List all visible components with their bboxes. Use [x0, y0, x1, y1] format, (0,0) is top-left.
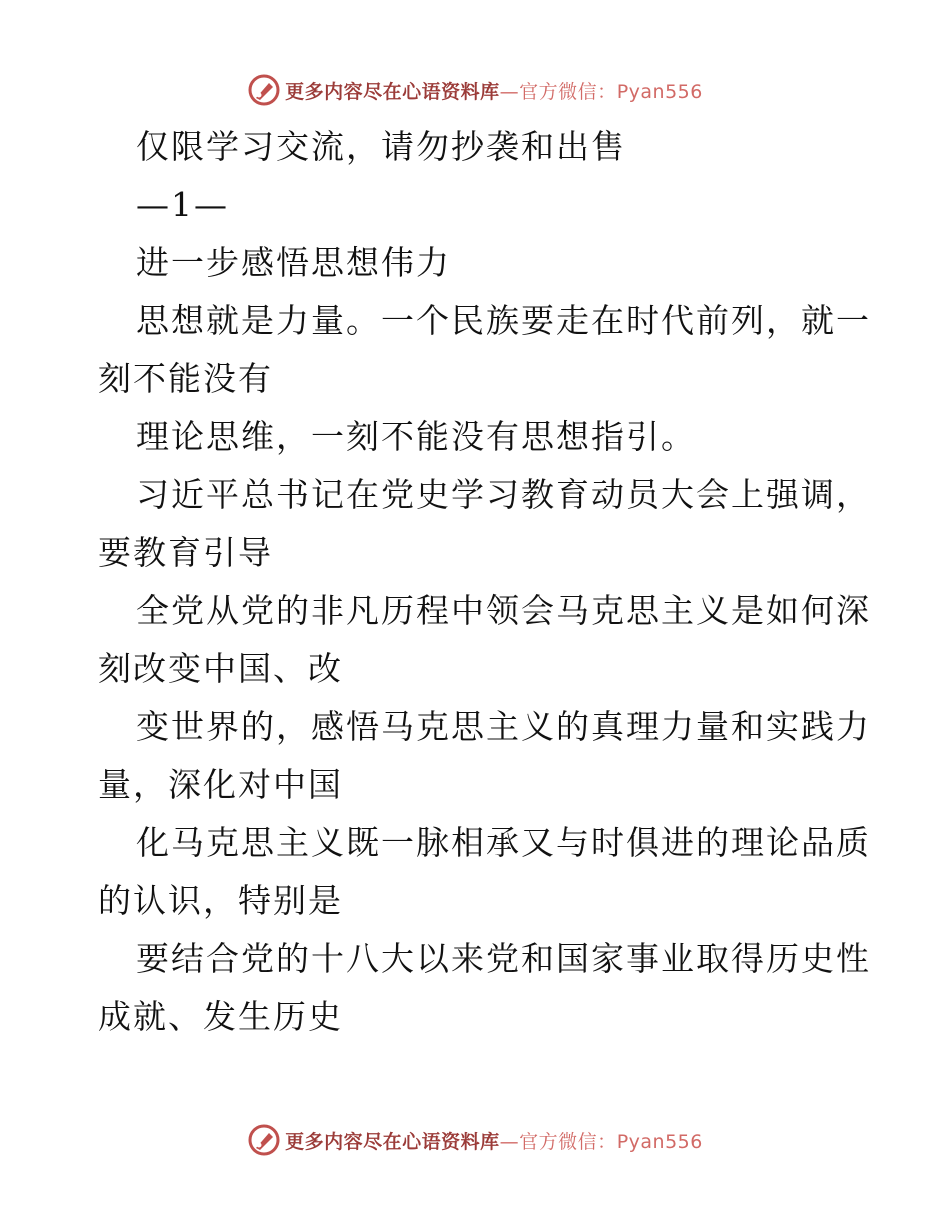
text-line: 变世界的，感悟马克思主义的真理力量和实践力 — [136, 707, 871, 746]
text-line: 量，深化对中国 — [98, 765, 343, 804]
watermark-id: Pyan556 — [616, 1130, 703, 1153]
watermark-id: Pyan556 — [616, 80, 703, 103]
text-line: 刻不能没有 — [98, 359, 273, 398]
text-line: 成就、发生历史 — [98, 997, 343, 1036]
document-body — [98, 118, 871, 1046]
text-line: 全党从党的非凡历程中领会马克思主义是如何深 — [136, 591, 871, 630]
watermark-separator: — — [499, 80, 520, 103]
text-line: —1— — [136, 185, 229, 224]
section-heading: 进一步感悟思想伟力 — [136, 243, 451, 282]
watermark-name: 更多内容尽在心语资料库 — [285, 1130, 500, 1153]
text-line: 仅限学习交流，请勿抄袭和出售 — [136, 127, 626, 166]
watermark-label: 官方微信： — [519, 1130, 617, 1153]
pen-nib-seal-icon — [247, 1123, 281, 1157]
text-line: 习近平总书记在党史学习教育动员大会上强调， — [136, 475, 871, 514]
text-line: 刻改变中国、改 — [98, 649, 343, 688]
footer-watermark — [0, 1120, 950, 1160]
watermark-separator: — — [499, 1130, 520, 1153]
header-watermark — [0, 70, 950, 110]
watermark-label: 官方微信： — [519, 80, 617, 103]
text-line: 的认识，特别是 — [98, 881, 343, 920]
watermark-name: 更多内容尽在心语资料库 — [285, 80, 500, 103]
text-line: 思想就是力量。一个民族要走在时代前列，就一 — [136, 301, 871, 340]
text-line: 要教育引导 — [98, 533, 273, 572]
text-line: 化马克思主义既一脉相承又与时俱进的理论品质 — [136, 823, 871, 862]
text-line: 理论思维，一刻不能没有思想指引。 — [136, 417, 696, 456]
pen-nib-seal-icon — [247, 73, 281, 107]
text-line: 要结合党的十八大以来党和国家事业取得历史性 — [136, 939, 871, 978]
